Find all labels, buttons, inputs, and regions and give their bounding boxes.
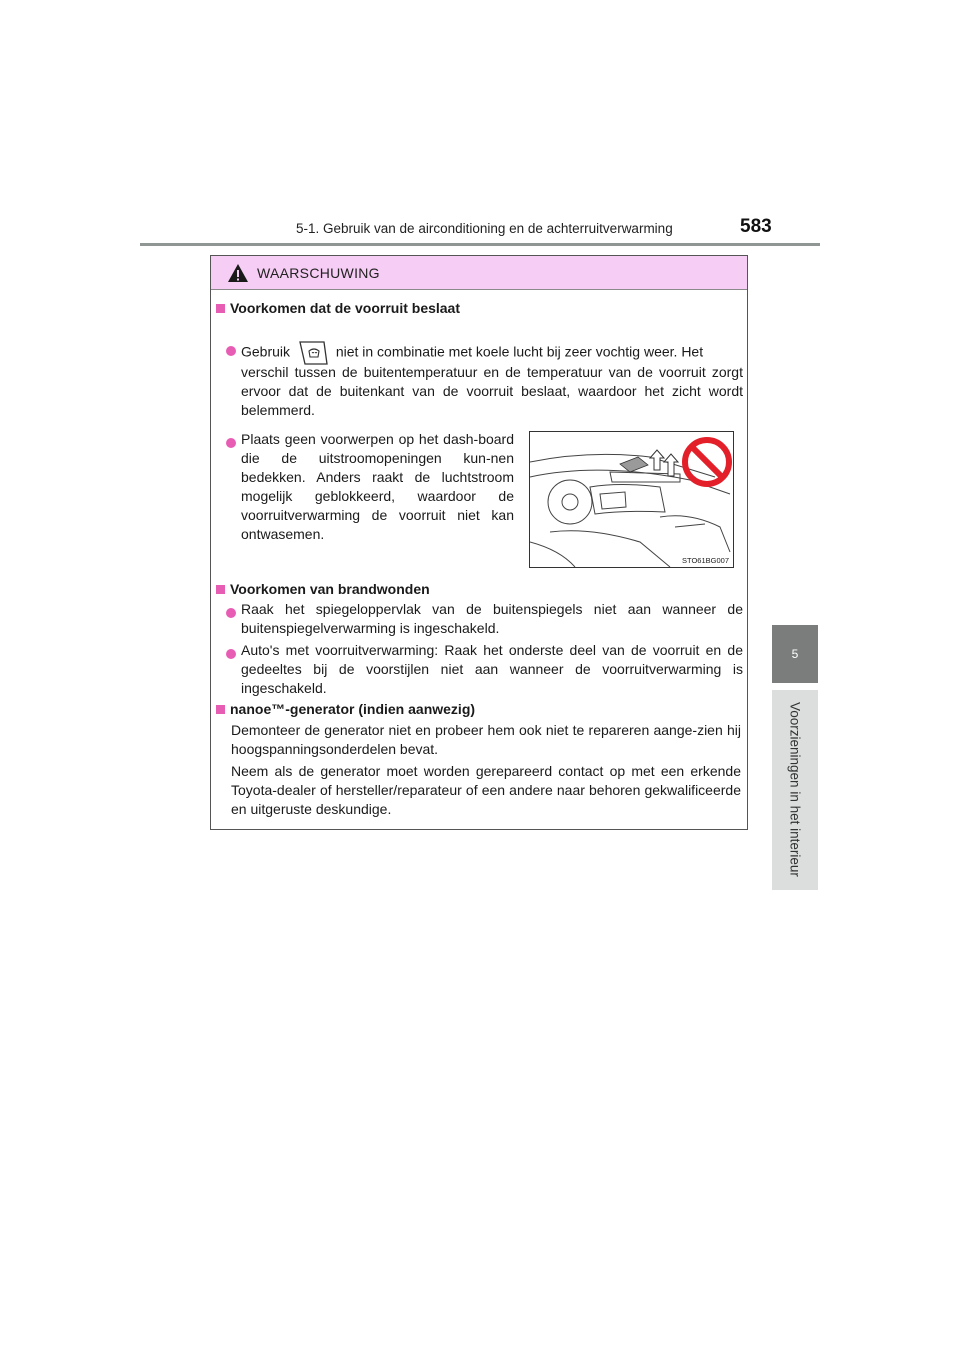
round-bullet-icon	[226, 438, 236, 448]
list-item: Auto's met voorruitverwarming: Raak het onderste deel van de voorruit en de gedeeltes bij de voorstijlen niet aan wanneer de voorruitverwarming is ingeschakeld.	[241, 642, 743, 696]
warning-header	[211, 256, 747, 290]
item-text: Gebruik	[241, 343, 291, 360]
list-item: Plaats geen voorwerpen op het dash-board die de uitstroomopeningen kun-nen bedekken. Anders raakt de luchtstroom mogelijk geblokkeerd, waardoor de voorruitverwarming de voorruit niet kan ontwasemen.	[241, 431, 514, 542]
section-heading-burns	[216, 581, 430, 597]
round-bullet-icon	[226, 346, 236, 356]
warning-content	[211, 290, 747, 829]
warning-triangle-icon	[227, 263, 249, 283]
page-number: 583	[740, 216, 772, 237]
list-item-continuation: verschil tussen de buitentemperatuur en de temperatuur van de voorruit zorgt ervoor dat de buitenkant van de voorruit beslaat, waardoor het zicht wordt belemmerd.	[241, 364, 743, 418]
chapter-number-tab: 5	[772, 625, 818, 683]
chapter-side-tab	[772, 690, 818, 890]
dashboard-illustration	[529, 431, 734, 568]
list-item: Raak het spiegeloppervlak van de buitenspiegels niet aan wanneer de buitenspiegelverwarming is ingeschakeld.	[241, 601, 743, 636]
square-bullet-icon	[216, 304, 225, 313]
square-bullet-icon	[216, 705, 225, 714]
item-text: niet in combinatie met koele lucht bij zeer vochtig weer. Het	[335, 343, 704, 360]
section-heading-fog	[216, 300, 460, 316]
chapter-title: Voorzieningen in het interieur	[787, 702, 803, 877]
round-bullet-icon	[226, 608, 236, 618]
warning-label: WAARSCHUWING	[257, 264, 380, 281]
round-bullet-icon	[226, 649, 236, 659]
section-heading-text: Voorkomen van brandwonden	[230, 581, 430, 597]
dashboard-illustration-icon	[530, 432, 733, 567]
paragraph: Demonteer de generator niet en probeer hem ook niet te repareren aange-zien hij hoogspanningsonderdelen bevat.	[231, 722, 741, 757]
section-heading-nanoe	[216, 701, 475, 717]
header-rule	[140, 243, 820, 246]
illustration-code: STO61BG007	[682, 556, 729, 565]
square-bullet-icon	[216, 585, 225, 594]
section-heading-text: Voorkomen dat de voorruit beslaat	[230, 300, 461, 316]
header-section-title: 5-1. Gebruik van de airconditioning en de achterruitverwarming	[296, 221, 673, 236]
paragraph: Neem als de generator moet worden gerepareerd contact op met een erkende Toyota-dealer of hersteller/reparateur of een andere naar behoren gekwalificeerde en uitgeruste deskundige.	[231, 763, 741, 817]
section-heading-text: nanoe™-generator (indien aanwezig)	[230, 701, 476, 717]
warning-box	[210, 255, 748, 830]
